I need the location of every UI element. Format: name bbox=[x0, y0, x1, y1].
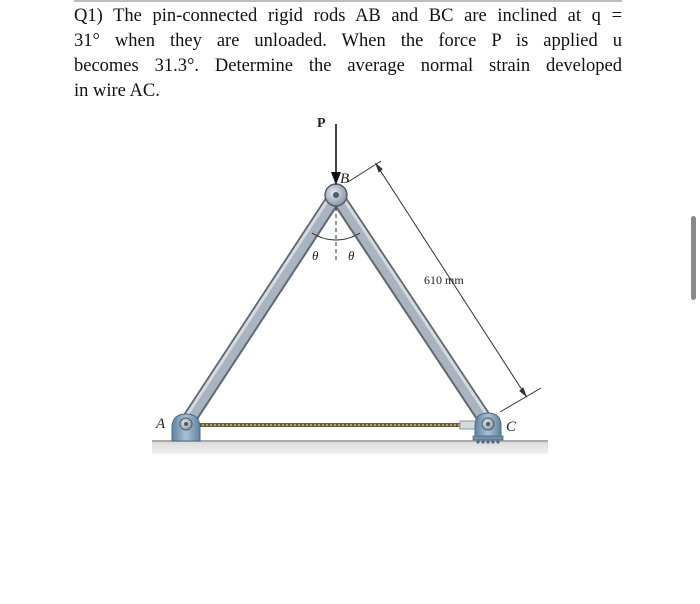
angle-left-label: θ bbox=[312, 248, 319, 263]
pin-b bbox=[325, 184, 347, 206]
scrollbar-thumb[interactable] bbox=[691, 216, 696, 300]
question-line-1: Q1) The pin-connected rigid rods AB and BC are inclined at q = bbox=[74, 6, 622, 26]
wire-ac bbox=[190, 421, 476, 429]
rod-bc bbox=[336, 192, 491, 424]
point-c-label: C bbox=[506, 419, 517, 435]
rod-ab bbox=[183, 192, 336, 424]
pin-support-a bbox=[172, 414, 200, 441]
question-line-3: becomes 31.3°. Determine the average normal strain developed bbox=[74, 56, 622, 76]
question-line-4: in wire AC. bbox=[74, 81, 160, 101]
point-b-label: B bbox=[340, 171, 350, 187]
dimension-label: 610 mm bbox=[424, 273, 464, 287]
point-a-label: A bbox=[156, 416, 166, 432]
force-label: P bbox=[317, 116, 326, 131]
question-line-2: 31° when they are unloaded. When the force P is applied u bbox=[74, 31, 622, 51]
angle-right-label: θ bbox=[348, 248, 355, 263]
pin-support-c bbox=[473, 413, 503, 444]
